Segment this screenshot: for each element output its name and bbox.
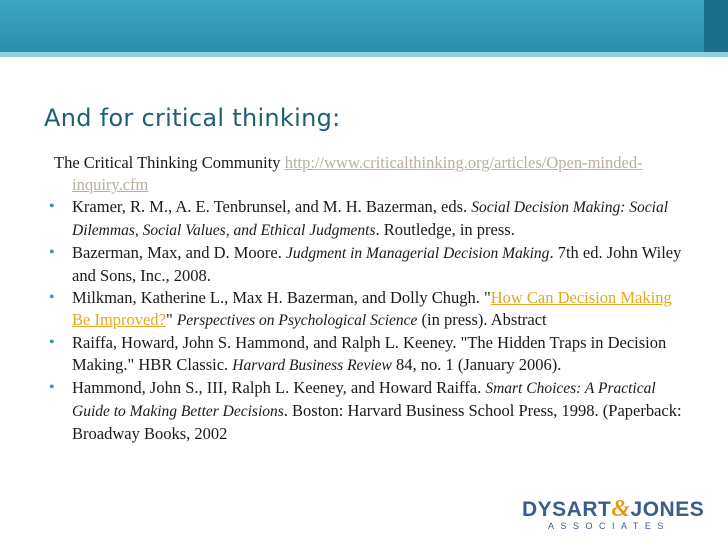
critical-thinking-link[interactable]: http://www.criticalthinking.org/articles/Open-minded-inquiry.cfm — [72, 153, 643, 194]
reference-text: " — [165, 310, 177, 329]
reference-text: . Routledge, in press. — [375, 220, 515, 239]
reference-text: Milkman, Katherine L., Max H. Bazerman, and Dolly Chugh. " — [72, 288, 491, 307]
reference-item — [49, 332, 684, 377]
reference-text: 84, no. 1 (January 2006). — [391, 355, 562, 374]
slide-title: And for critical thinking: — [44, 104, 341, 132]
logo-subtitle: ASSOCIATES — [548, 521, 670, 531]
header-bar — [0, 0, 728, 52]
logo-name — [522, 496, 704, 523]
reference-text: . 7th ed. John Wiley and Sons, Inc., 2008. — [72, 243, 682, 285]
bullet-icon: • — [49, 334, 55, 351]
logo-ampersand: & — [611, 496, 631, 522]
reference-item — [49, 196, 684, 242]
bullet-icon: • — [49, 379, 55, 396]
reference-text: (in press). Abstract — [417, 310, 547, 329]
reference-item — [49, 287, 684, 332]
logo-name-left: DYSART — [522, 498, 612, 521]
reference-title: Smart Choices: A Practical Guide to Making Better Decisions — [72, 380, 656, 420]
reference-item — [49, 242, 684, 287]
reference-text: Kramer, R. M., A. E. Tenbrunsel, and M. H. Bazerman, eds. — [72, 197, 472, 216]
header-corner-accent — [704, 0, 728, 52]
bullet-icon: • — [49, 289, 55, 306]
decision-making-link[interactable]: How Can Decision Making Be Improved? — [72, 288, 672, 329]
reference-title: Judgment in Managerial Decision Making — [285, 245, 550, 262]
reference-text: . Boston: Harvard Business School Press, 1998. (Paperback: Broadway Books, 2002 — [72, 401, 682, 443]
reference-text: Bazerman, Max, and D. Moore. — [72, 243, 286, 262]
reference-title: Harvard Business Review — [232, 357, 392, 374]
intro-text: The Critical Thinking Community — [54, 153, 281, 172]
reference-title: Perspectives on Psychological Science — [176, 312, 418, 329]
reference-title: Social Decision Making: Social Dilemmas, Social Values, and Ethical Judgments — [72, 199, 669, 239]
references-content — [49, 152, 684, 445]
header-stripe — [0, 52, 728, 57]
reference-text: Hammond, John S., III, Ralph L. Keeney, and Howard Raiffa. — [72, 378, 486, 397]
reference-text: Raiffa, Howard, John S. Hammond, and Ralph L. Keeney. "The Hidden Traps in Decision Making." HBR Classic. — [72, 333, 667, 374]
logo-name-right: JONES — [630, 498, 705, 521]
dysart-jones-logo — [522, 496, 705, 536]
bullet-icon: • — [49, 244, 55, 261]
reference-item — [49, 377, 684, 445]
bullet-icon: • — [49, 198, 55, 215]
intro-paragraph — [54, 152, 684, 196]
